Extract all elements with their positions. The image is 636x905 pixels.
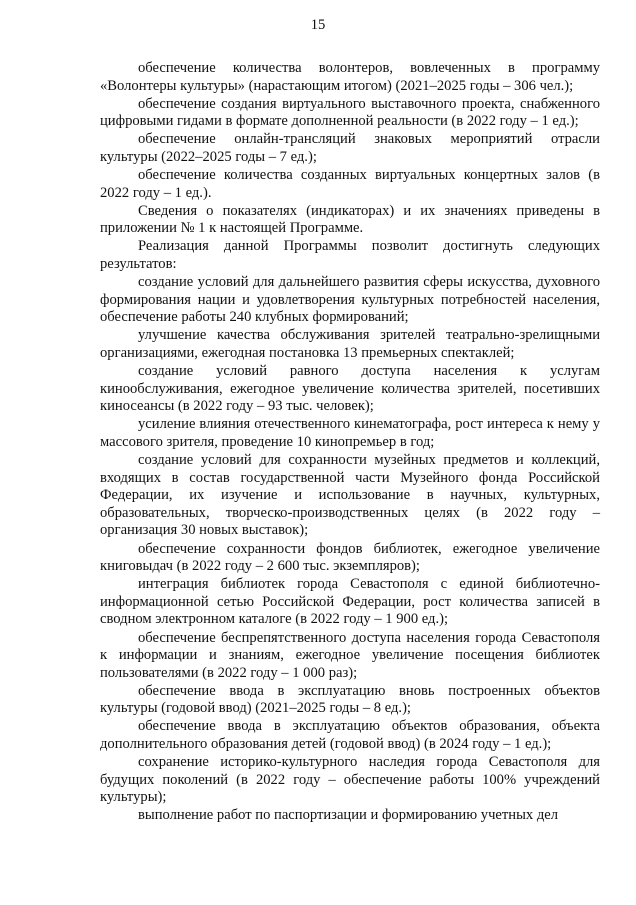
paragraph: обеспечение сохранности фондов библиотек, ежегодное увеличение книговыдач (в 2022 году – 2 600 тыс. экземпляров);: [100, 540, 600, 575]
paragraph: обеспечение онлайн-трансляций знаковых мероприятий отрасли культуры (2022–2025 годы – 7 ед.);: [100, 131, 600, 165]
paragraph: обеспечение ввода в эксплуатацию вновь построенных объектов культуры (годовой ввод) (2021–2025 годы – 8 ед.);: [100, 682, 600, 717]
paragraph: улучшение качества обслуживания зрителей театрально-зрелищными организациями, ежегодная постановка 13 премьерных спектаклей;: [100, 327, 600, 361]
paragraph: обеспечение ввода в эксплуатацию объектов образования, объекта дополнительного образования детей (годовой ввод) (в 2024 году – 1 ед.);: [100, 718, 600, 753]
paragraph: Реализация данной Программы позволит достигнуть следующих результатов:: [100, 238, 600, 273]
paragraph: обеспечение количества созданных виртуальных концертных залов (в 2022 году – 1 ед.).: [100, 167, 600, 201]
paragraph: создание условий для дальнейшего развития сферы искусства, духовного формирования нации и удовлетворения культурных потребностей населения, обеспечение работы 240 клубных формирований;: [100, 274, 600, 326]
paragraph: создание условий для сохранности музейных предметов и коллекций, входящих в состав государственной части Музейного фонда Российской Федерации, их изучение и использование в научных, культурных, образовательных, творческо-производственных целях (в 2022 году – организация 30 новых выставок);: [100, 452, 600, 539]
paragraph: обеспечение беспрепятственного доступа населения города Севастополя к информации и знаниям, ежегодное увеличение посещения библиотек пользователями (в 2022 году – 1 000 раз);: [100, 629, 600, 681]
page-number: 15: [310, 17, 326, 33]
paragraph: усиление влияния отечественного кинематографа, рост интереса к нему у массового зрителя, проведение 10 кинопремьер в год;: [100, 416, 600, 450]
paragraph: Сведения о показателях (индикаторах) и их значениях приведены в приложении № 1 к настоящей Программе.: [100, 202, 600, 237]
paragraph: обеспечение создания виртуального выставочного проекта, снабженного цифровыми гидами в формате дополненной реальности (в 2022 году – 1 ед.);: [100, 95, 600, 130]
paragraph: выполнение работ по паспортизации и формированию учетных дел: [138, 807, 559, 824]
document-body: [100, 60, 600, 826]
paragraph: обеспечение количества волонтеров, вовлеченных в программу «Волонтеры культуры» (нарастающим итогом) (2021–2025 годы – 306 чел.);: [100, 60, 600, 94]
paragraph: создание условий равного доступа населения к услугам кинообслуживания, ежегодное увеличение количества зрителей, посетивших киносеансы (в 2022 году – 93 тыс. человек);: [100, 363, 600, 415]
paragraph: интеграция библиотек города Севастополя с единой библиотечно-информационной сетью Российской Федерации, рост количества записей в сводном электронном каталоге (в 2022 году – 1 900 ед.);: [100, 576, 600, 628]
paragraph: сохранение историко-культурного наследия города Севастополя для будущих поколений (в 2022 году – обеспечение работы 100% учреждений культуры);: [100, 754, 600, 806]
